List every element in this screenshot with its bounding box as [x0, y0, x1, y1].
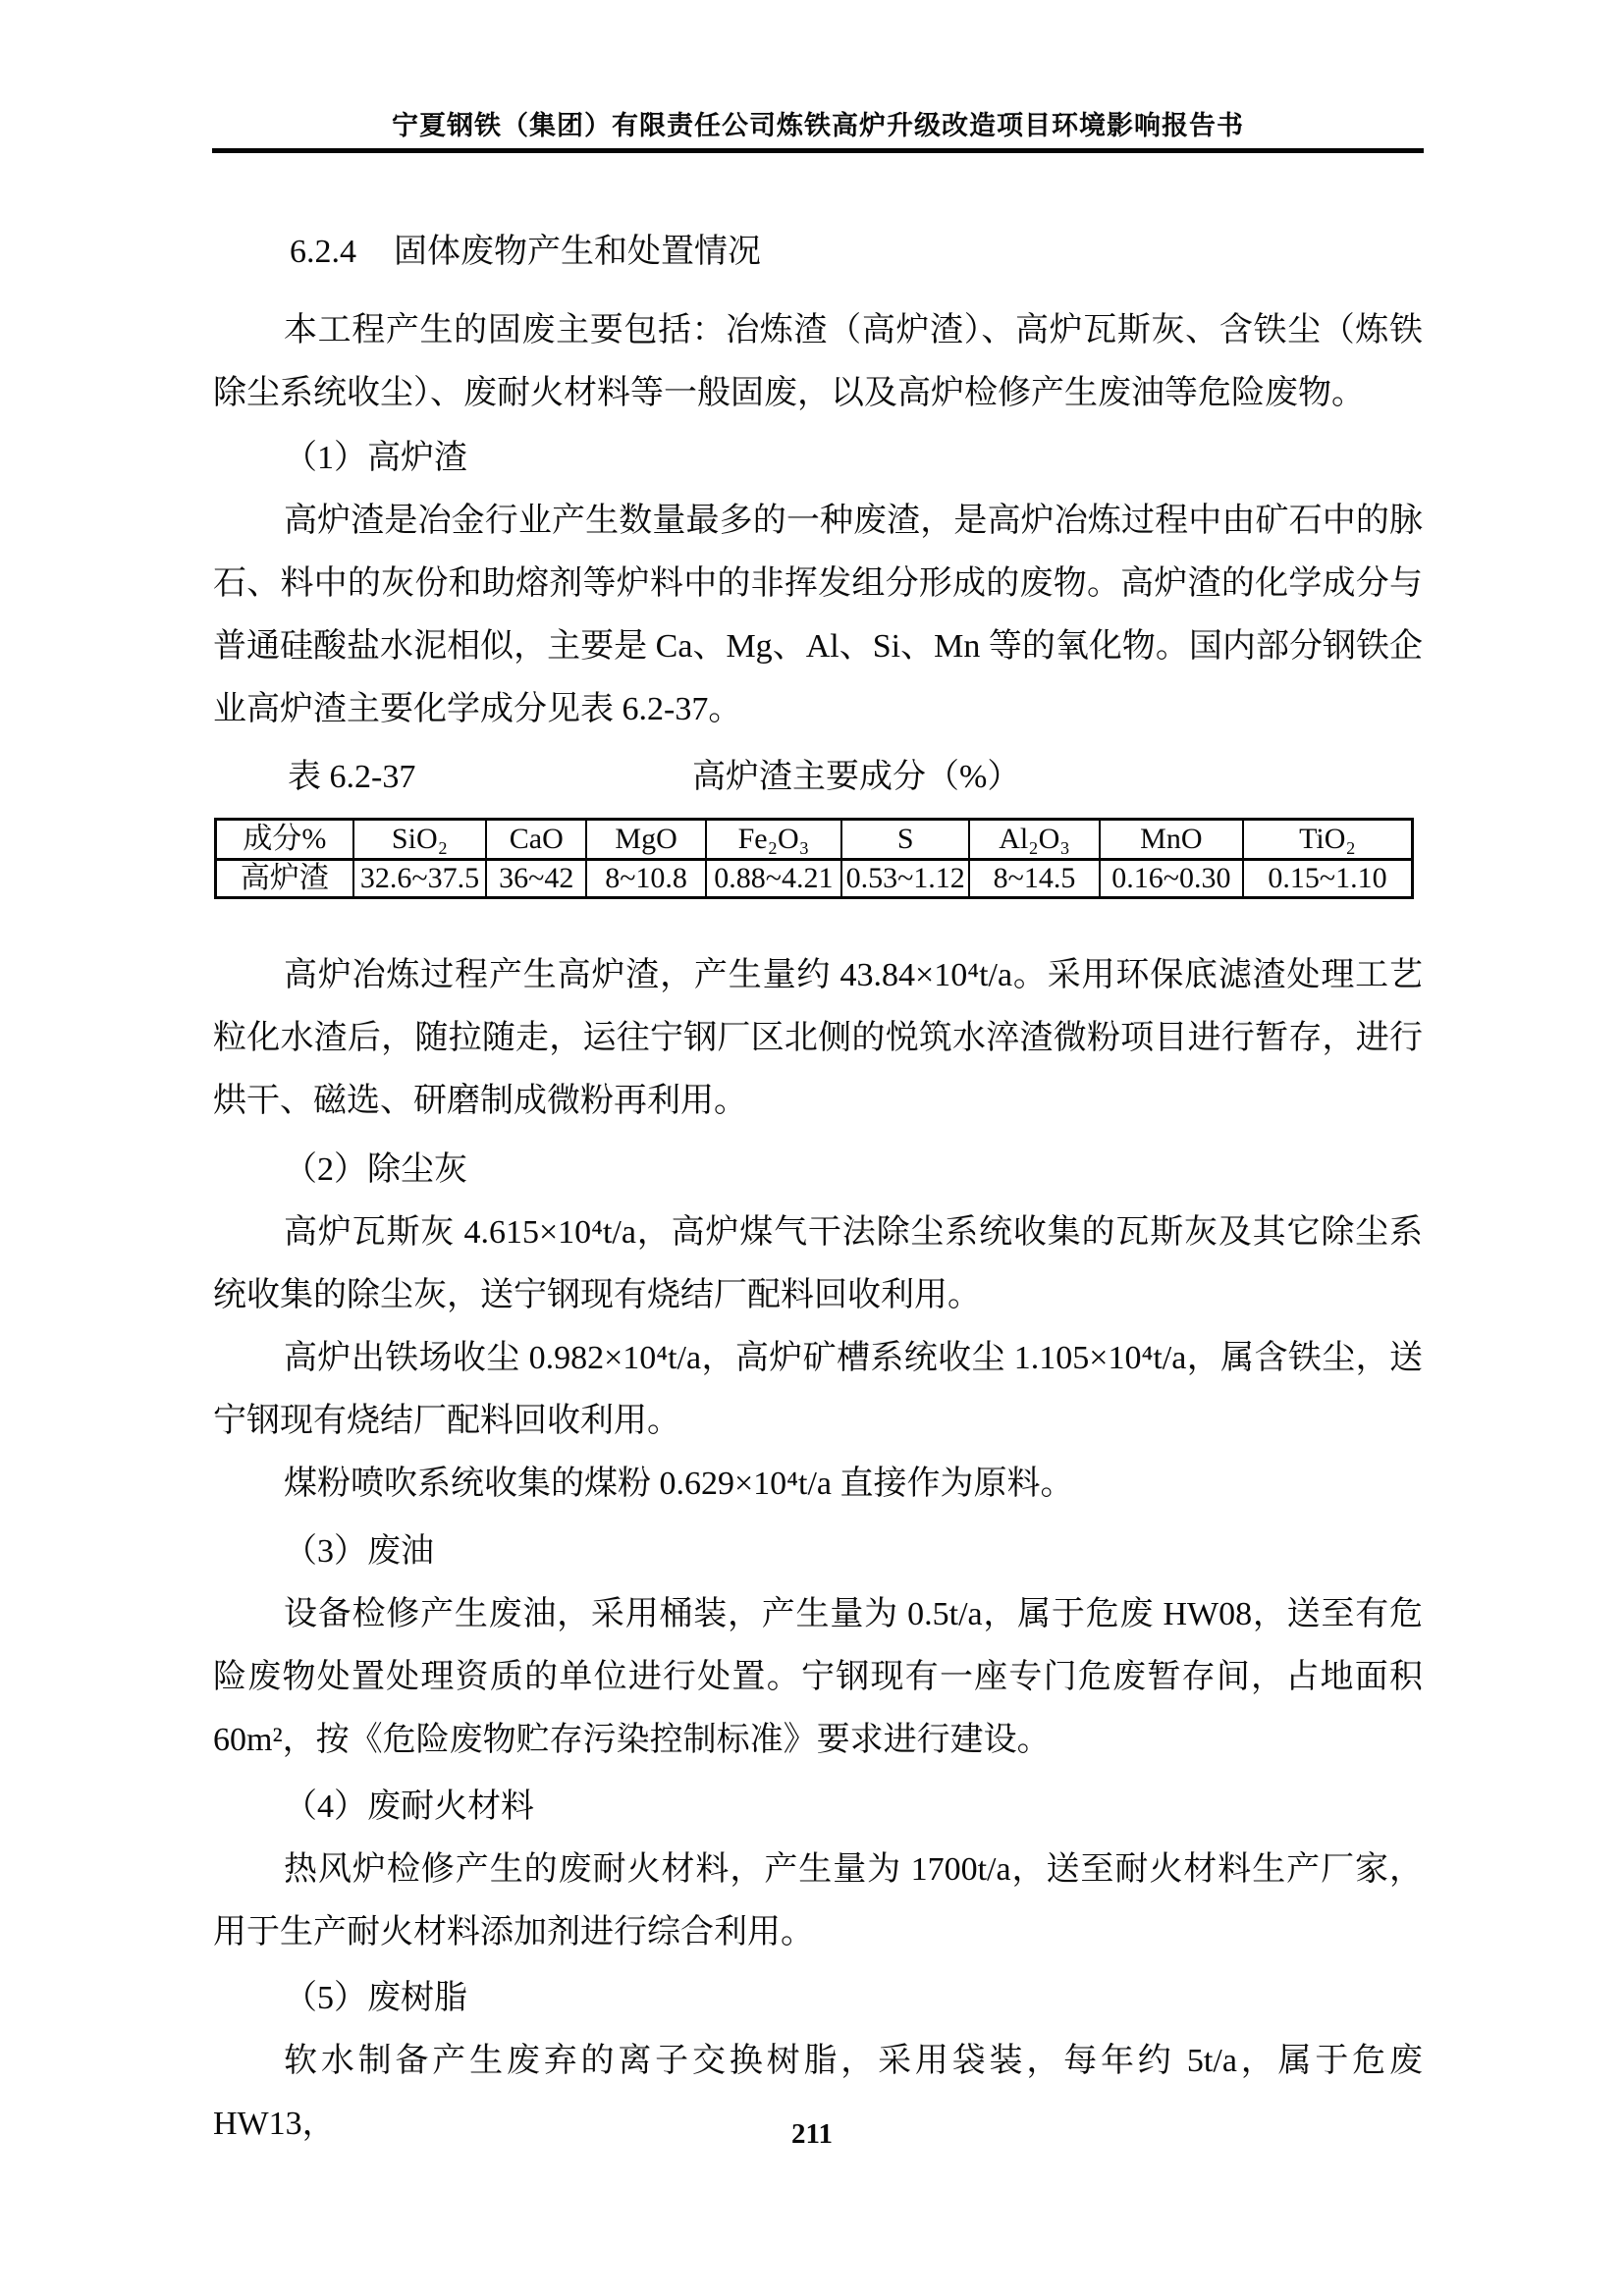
column-header-al2o3: Al₂O₃ [969, 820, 1099, 860]
table-row-slag [216, 860, 1413, 898]
table-cell-sio2: 32.6~37.5 [353, 860, 486, 898]
slag-composition-table [214, 818, 1414, 899]
page-header [212, 110, 1424, 153]
item1-heading: （1）高炉渣 [284, 440, 467, 476]
item2-heading: （2）除尘灰 [284, 1151, 467, 1188]
section-heading [213, 221, 1423, 284]
item2-paragraph-2: 高炉出铁场收尘 0.982×10⁴t/a，高炉矿槽系统收尘 1.105×10⁴t/a，属含铁尘，送宁钢现有烧结厂配料回收利用。 [213, 1340, 1423, 1439]
table-cell-rowlabel: 高炉渣 [216, 860, 353, 898]
item3-heading: （3）废油 [284, 1533, 434, 1570]
item4-body-paragraph: 热风炉检修产生的废耐火材料，产生量为 1700t/a，送至耐火材料生产厂家，用于生产耐火材料添加剂进行综合利用。 [213, 1851, 1423, 1950]
intro-paragraph: 本工程产生的固废主要包括：冶炼渣（高炉渣）、高炉瓦斯灰、含铁尘（炼铁除尘系统收尘）、废耐火材料等一般固废，以及高炉检修产生废油等危险废物。 [213, 312, 1423, 411]
table-caption [213, 746, 1423, 809]
page-footer [0, 2118, 1624, 2151]
item1-body-paragraph: 高炉渣是冶金行业产生数量最多的一种废渣，是高炉冶炼过程中由矿石中的脉石、料中的灰份和助熔剂等炉料中的非挥发组分形成的废物。高炉渣的化学成分与普通硅酸盐水泥相似，主要是 Ca、Mg、Al、Si、Mn 等的氧化物。国内部分钢铁企业高炉渣主要化学成分见表 6.2-37。 [213, 503, 1423, 727]
page-content [213, 154, 1423, 2156]
column-header-component: 成分% [216, 820, 353, 860]
table-cell-al2o3: 8~14.5 [969, 860, 1099, 898]
section-number: 6.2.4 [290, 234, 356, 270]
item5-body-paragraph: 软水制备产生废弃的离子交换树脂，采用袋装，每年约 5t/a，属于危废 HW13， [213, 2043, 1423, 2142]
column-header-mgo: MgO [586, 820, 705, 860]
column-header-cao: CaO [486, 820, 586, 860]
page-number: 211 [791, 2118, 833, 2150]
table-cell-fe2o3: 0.88~4.21 [706, 860, 841, 898]
table-cell-mno: 0.16~0.30 [1100, 860, 1243, 898]
column-header-fe2o3: Fe₂O₃ [706, 820, 841, 860]
table-caption-title: 高炉渣主要成分（%） [692, 759, 1021, 795]
item3-body-paragraph: 设备检修产生废油，采用桶装，产生量为 0.5t/a，属于危废 HW08，送至有危险废物处置处理资质的单位进行处置。宁钢现有一座专门危废暂存间，占地面积 60m²，按《危险废物贮存污染控制标准》要求进行建设。 [213, 1596, 1423, 1758]
item4-heading: （4）废耐火材料 [284, 1789, 534, 1825]
table-cell-mgo: 8~10.8 [586, 860, 705, 898]
table-cell-cao: 36~42 [486, 860, 586, 898]
column-header-sio2: SiO₂ [353, 820, 486, 860]
column-header-tio2: TiO₂ [1243, 820, 1412, 860]
section-title: 固体废物产生和处置情况 [394, 234, 761, 270]
table-cell-s: 0.53~1.12 [841, 860, 969, 898]
item2-paragraph-1: 高炉瓦斯灰 4.615×10⁴t/a，高炉煤气干法除尘系统收集的瓦斯灰及其它除尘系统收集的除尘灰，送宁钢现有烧结厂配料回收利用。 [213, 1214, 1423, 1313]
item2-paragraph-3: 煤粉喷吹系统收集的煤粉 0.629×10⁴t/a 直接作为原料。 [284, 1466, 1074, 1502]
item5-heading: （5）废树脂 [284, 1980, 467, 2016]
column-header-mno: MnO [1100, 820, 1243, 860]
column-header-s: S [841, 820, 969, 860]
table-header-row [216, 820, 1413, 860]
table-cell-tio2: 0.15~1.10 [1243, 860, 1412, 898]
item1-after-table-paragraph: 高炉冶炼过程产生高炉渣，产生量约 43.84×10⁴t/a。采用环保底滤渣处理工艺粒化水渣后，随拉随走，运往宁钢厂区北侧的悦筑水淬渣微粉项目进行暂存，进行烘干、磁选、研磨制成微粉再利用。 [213, 957, 1423, 1119]
table-caption-label: 表 6.2-37 [288, 759, 416, 795]
page-header-title: 宁夏钢铁（集团）有限责任公司炼铁高炉升级改造项目环境影响报告书 [392, 111, 1244, 140]
